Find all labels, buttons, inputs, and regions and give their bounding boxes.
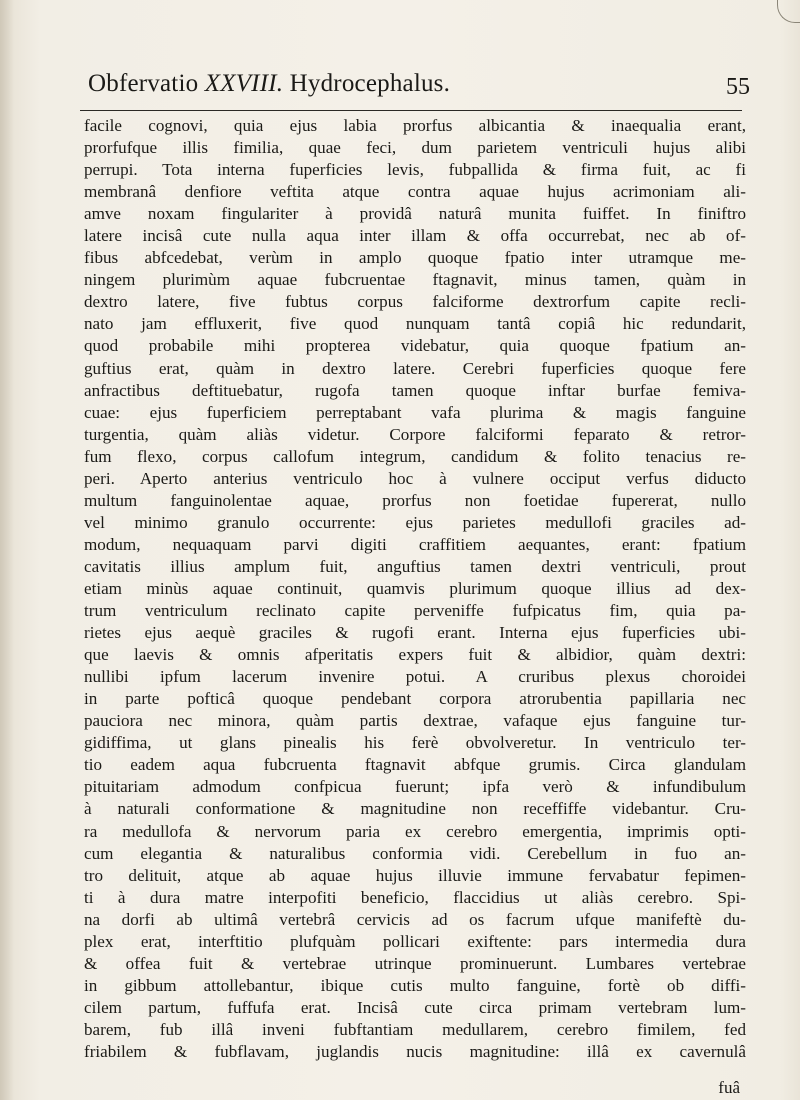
text-line: multum fanguinolentae aquae, prorfus non foetidae fupererat, nullo	[84, 490, 746, 510]
title-start: Obfervatio	[88, 70, 205, 97]
text-line: fibus abfcedebat, verùm in amplo quoque fpatio inter utramque me-	[84, 248, 746, 268]
text-line: ti à dura matre interpofiti beneficio, flaccidius ut aliàs cerebro. Spi-	[84, 887, 746, 907]
text-line: guftius erat, quàm in dextro latere. Cerebri fuperficies quoque fere	[84, 358, 746, 378]
text-line: ningem plurimùm aquae fubcruentae ftagnavit, minus tamen, quàm in	[84, 270, 746, 290]
text-line: vel minimo granulo occurrente: ejus parietes medullofi graciles ad-	[84, 512, 746, 532]
title-end: Hydrocephalus.	[283, 70, 451, 97]
text-line: cum elegantia & naturalibus conformia vidi. Cerebellum in fuo an-	[84, 843, 746, 863]
body-text	[84, 115, 746, 1063]
text-line: na dorfi ab ultimâ vertebrâ cervicis ad os facrum ufque manifeftè du-	[84, 909, 746, 929]
title-number: XXVIII.	[204, 70, 284, 97]
catchword: fuâ	[718, 1078, 740, 1097]
text-line: latere incisâ cute nulla aqua inter illam & offa occurrebat, nec ab of-	[84, 226, 746, 246]
text-line: amve noxam fingulariter à providâ naturâ munita fuiffet. In finiftro	[84, 204, 746, 224]
text-line: membranâ denfiore veftita atque contra aquae hujus acrimoniam ali-	[84, 182, 746, 202]
text-line: facile cognovi, quia ejus labia prorfus albicantia & inaequalia erant,	[84, 116, 746, 135]
text-line: nato jam effluxerit, five quod nunquam tantâ copiâ hic redundarit,	[84, 314, 746, 334]
text-line: trum ventriculum reclinato capite perveniffe fufpicatus fim, quia pa-	[84, 601, 746, 621]
text-line: turgentia, quàm aliàs videtur. Corpore falciformi feparato & retror-	[84, 424, 746, 444]
text-line: à naturali conformatione & magnitudine non receffiffe videbantur. Cru-	[84, 799, 746, 819]
gutter-shadow	[0, 0, 14, 1100]
text-line: pituitariam admodum confpicua fuerunt; ipfa verò & infundibulum	[84, 777, 746, 797]
text-line: que laevis & omnis afperitatis expers fuit & albidior, quàm dextri:	[84, 645, 746, 665]
text-line: ra medullofa & nervorum paria ex cerebro emergentia, imprimis opti-	[84, 821, 746, 841]
text-line: prorfufque illis fimilia, quae feci, dum parietem ventriculi hujus alibi	[84, 138, 746, 158]
text-line: dextro latere, five fubtus corpus falciforme dextrorfum capite recli-	[84, 292, 746, 312]
text-line: & offea fuit & vertebrae utrinque prominuerunt. Lumbares vertebrae	[84, 953, 746, 973]
header-rule	[80, 110, 742, 111]
page-corner-curl	[777, 0, 800, 23]
text-line: in gibbum attollebantur, ibique cutis multo fanguine, fortè ob diffi-	[84, 975, 746, 995]
text-line: tro delituit, atque ab aquae hujus illuvie immune fervabatur fepimen-	[84, 865, 746, 885]
text-line: peri. Aperto anterius ventriculo hoc à vulnere occiput verfus diducto	[84, 468, 746, 488]
text-line: cavitatis illius amplum fuit, anguftius tamen dextri ventriculi, prout	[84, 556, 746, 576]
text-line: modum, nequaquam parvi digiti craffitiem aequantes, erant: fpatium	[84, 534, 746, 554]
text-line: friabilem & fubflavam, juglandis nucis magnitudine: illâ ex cavernulâ	[84, 1041, 746, 1061]
text-line: barem, fub illâ inveni fubftantiam medullarem, cerebro fimilem, fed	[84, 1019, 746, 1039]
text-line: rietes ejus aequè graciles & rugofi erant. Interna ejus fuperficies ubi-	[84, 623, 746, 643]
page-number: 55	[726, 74, 750, 100]
text-line: anfractibus deftituebatur, rugofa tamen quoque inftar burfae femiva-	[84, 380, 746, 400]
running-head	[80, 70, 750, 110]
text-line: gidiffima, ut glans pinealis his ferè obvolveretur. In ventriculo ter-	[84, 733, 746, 753]
text-line: in parte pofticâ quoque pendebant corpora atrorubentia papillaria nec	[84, 689, 746, 709]
chapter-title	[88, 70, 450, 98]
text-line: plex erat, interftitio plufquàm pollicari exiftente: pars intermedia dura	[84, 931, 746, 951]
text-line: cilem partum, fuffufa erat. Incisâ cute circa primam vertebram lum-	[84, 997, 746, 1017]
text-line: cuae: ejus fuperficiem perreptabant vafa plurima & magis fanguine	[84, 402, 746, 422]
text-line: tio eadem aqua fubcruenta ftagnavit abfque grumis. Circa glandulam	[84, 755, 746, 775]
text-line: etiam minùs aquae continuit, quamvis plurimum quoque illius ad dex-	[84, 578, 746, 598]
text-line: perrupi. Tota interna fuperficies levis, fubpallida & firma fuit, ac fi	[84, 160, 746, 180]
text-line: nullibi ipfum lacerum invenire potui. A cruribus plexus choroidei	[84, 667, 746, 687]
text-line: fum flexo, corpus callofum integrum, candidum & folito tenacius re-	[84, 446, 746, 466]
text-line: quod probabile mihi propterea videbatur, quia quoque fpatium an-	[84, 336, 746, 356]
text-line: pauciora nec minora, quàm partis dextrae, vafaque ejus fanguine tur-	[84, 711, 746, 731]
